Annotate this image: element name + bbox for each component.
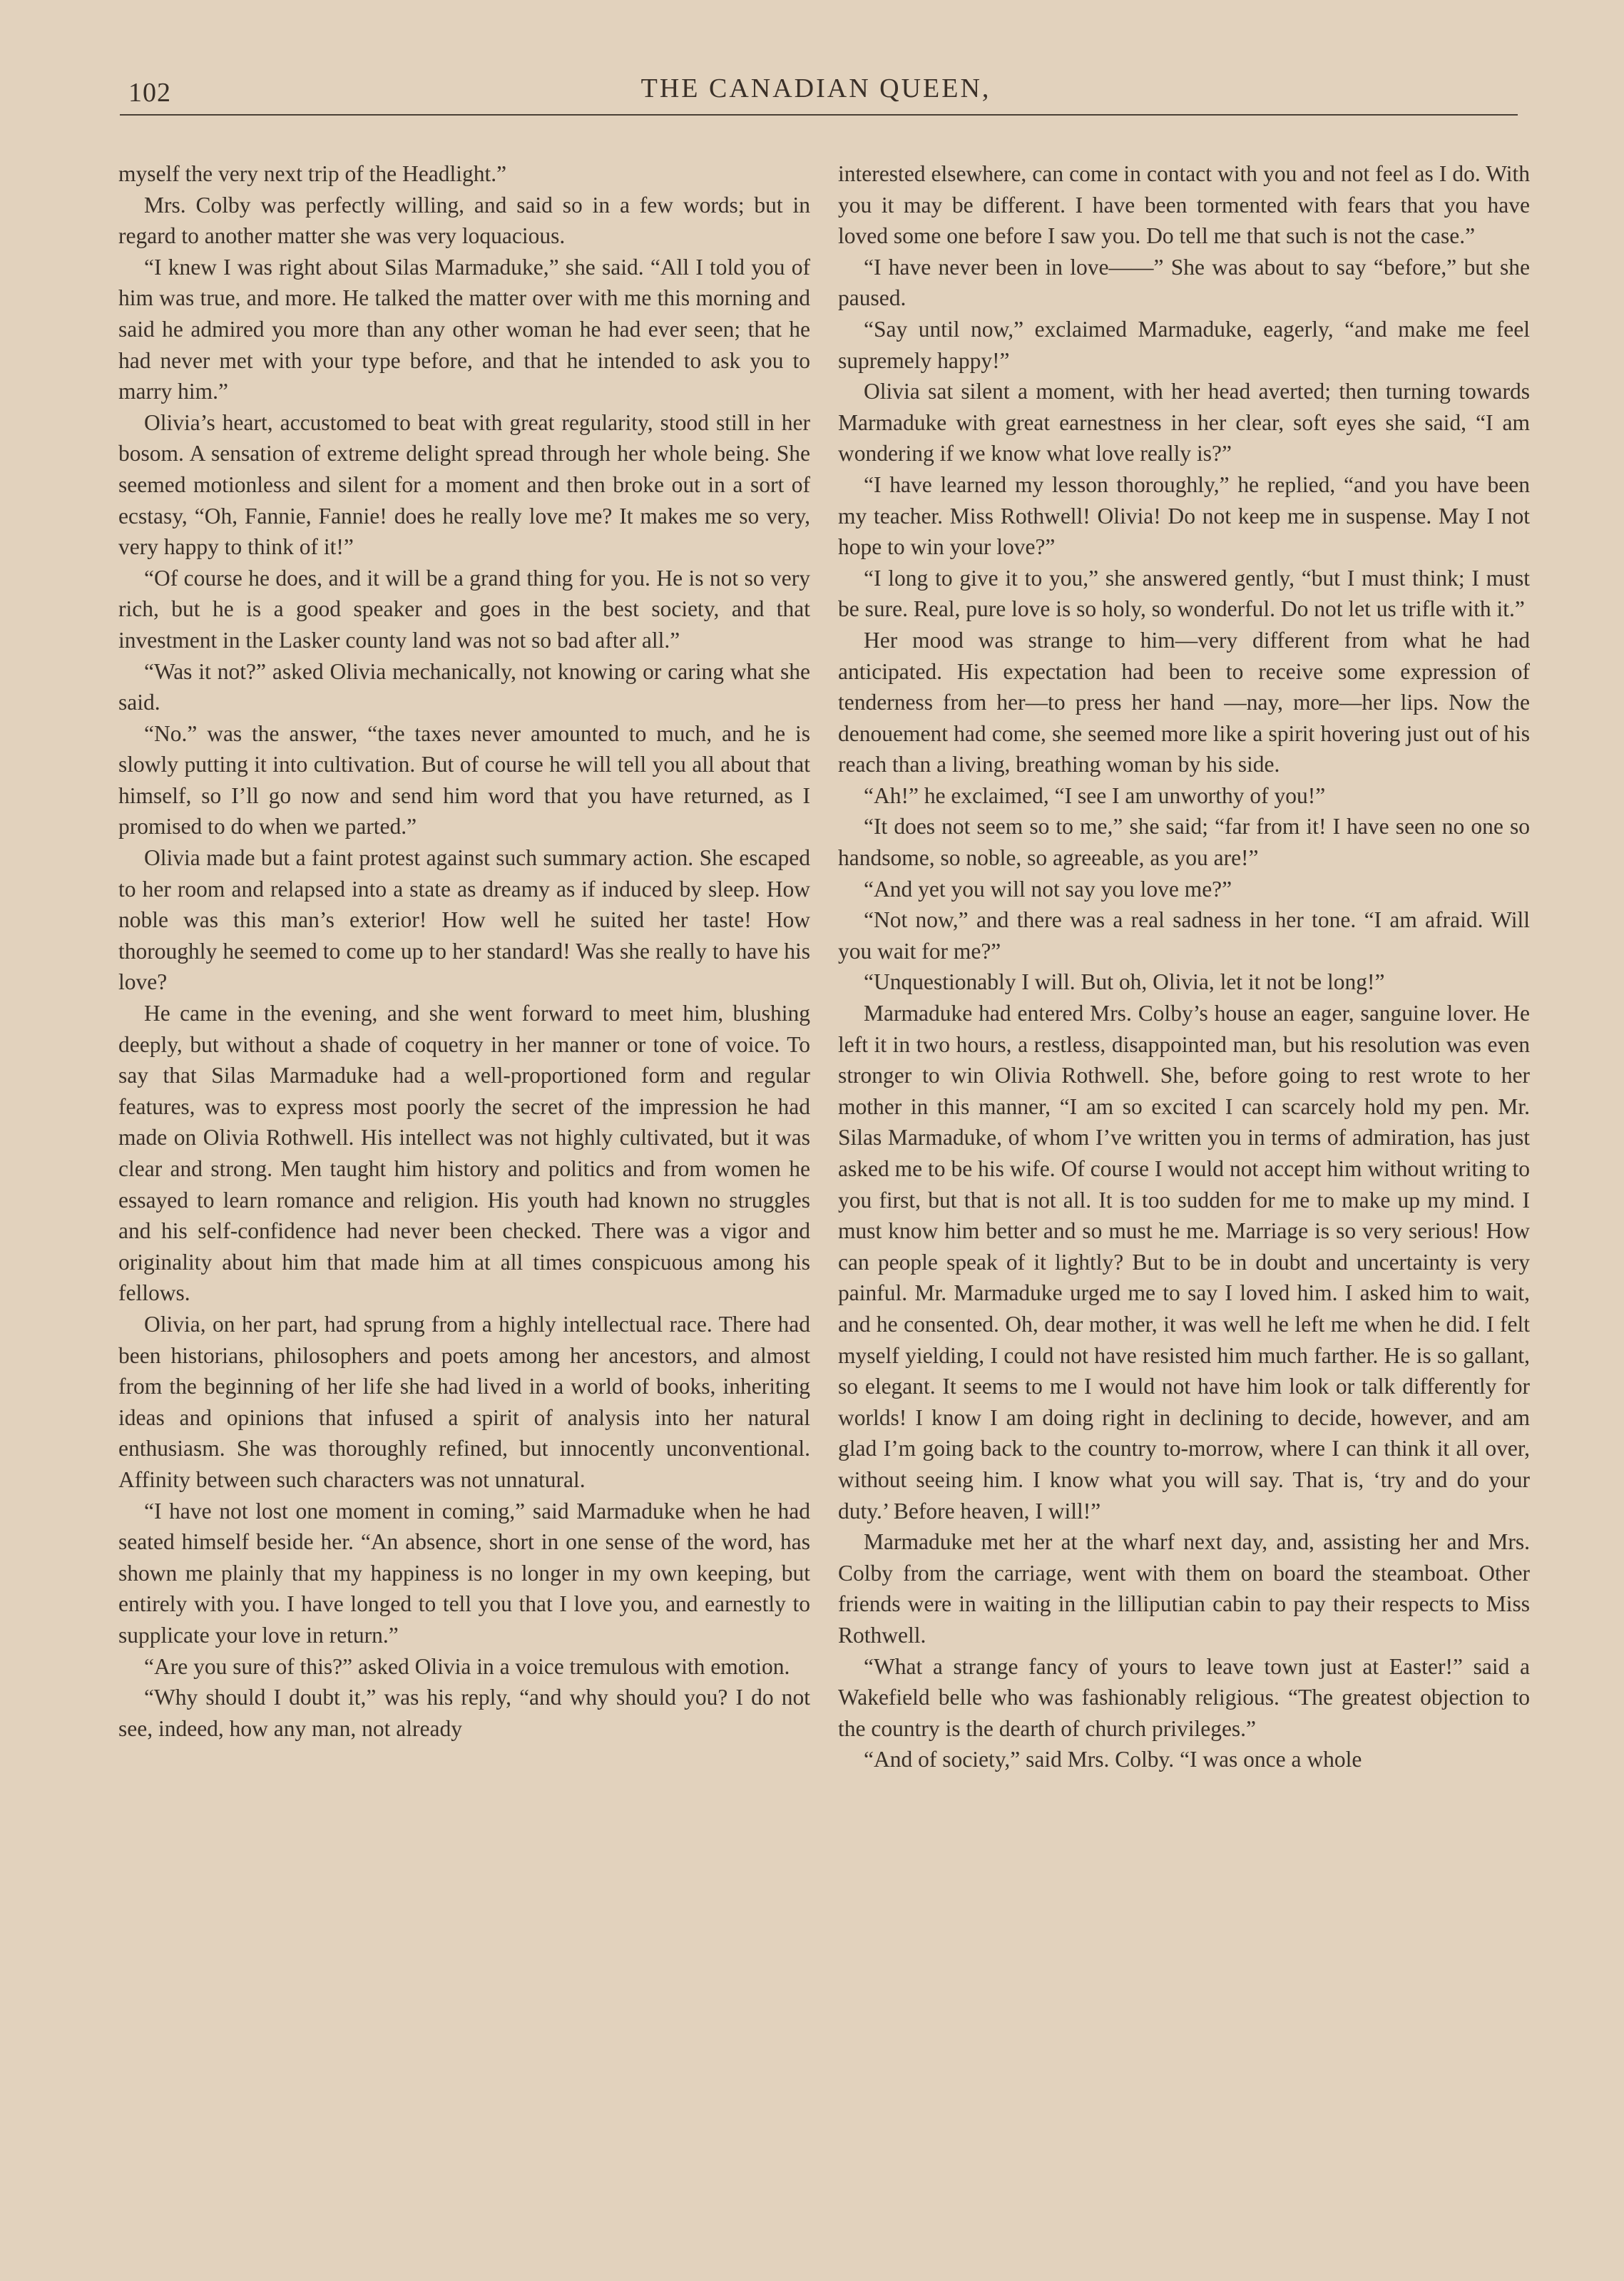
- paragraph: “I have never been in love——” She was about to say “before,” but she paused.: [838, 254, 1530, 311]
- paragraph: “I knew I was right about Silas Marmaduke,” she said. “All I told you of him was true, and more. He talked the matter over with me this morning and said he admired you more than any other woman he had ever seen; that he had never met with your type before, and that he intended to ask you to marry him.”: [118, 254, 810, 404]
- paragraph: “I long to give it to you,” she answered gently, “but I must think; I must be sure. Real, pure love is so holy, so wonderful. Do not let us trifle with it.”: [838, 565, 1530, 622]
- paragraph: myself the very next trip of the Headlight.”: [118, 161, 507, 186]
- paragraph: interested elsewhere, can come in contact with you and not feel as I do. With you it may be different. I have been tormented with fears that you have loved some one before I saw you. Do tell me that such is not the case.”: [838, 161, 1530, 249]
- running-head: THE CANADIAN QUEEN,: [640, 73, 991, 103]
- paragraph: Marmaduke met her at the wharf next day, and, assisting her and Mrs. Colby from the carriage, went with them on board the steamboat. Other friends were in waiting in the lilliputian cabin to pay their respects to Miss Rothwell.: [838, 1529, 1530, 1648]
- paragraph: “Say until now,” exclaimed Marmaduke, eagerly, “and make me feel supremely happy!”: [838, 316, 1530, 373]
- header-rule: [120, 114, 1518, 116]
- paragraph: Her mood was strange to him—very different from what he had anticipated. His expectation had been to receive some expression of tenderness from her—to press her hand —nay, more—her lips. Now the denouement had come, she seemed more like a spirit hovering just out of his reach than a living, breathing woman by his side.: [838, 627, 1530, 777]
- paragraph: Olivia’s heart, accustomed to beat with great regularity, stood still in her bosom. A sensation of extreme delight spread through her whole being. She seemed motionless and silent for a moment and then broke out in a sort of ecstasy, “Oh, Fannie, Fannie! does he really love me? It makes me so very, very happy to think of it!”: [118, 409, 810, 560]
- paragraph: “Ah!” he exclaimed, “I see I am unworthy of you!”: [864, 782, 1326, 808]
- paragraph: “It does not seem so to me,” she said; “far from it! I have seen no one so handsome, so noble, so agreeable, as you are!”: [838, 814, 1530, 871]
- paragraph: “What a strange fancy of yours to leave town just at Easter!” said a Wakefield belle who was fashionably religious. “The greatest objection to the country is the dearth of church privileges.”: [838, 1653, 1530, 1741]
- paragraph: Marmaduke had entered Mrs. Colby’s house an eager, sanguine lover. He left it in two hours, a restless, disappointed man, but his resolution was even stronger to win Olivia Rothwell. She, before going to rest wrote to her mother in this manner, “I am so excited I can scarcely hold my pen. Mr. Silas Marmaduke, of whom I’ve written you in terms of admiration, has just asked me to be his wife. Of course I would not accept him without writing to you first, but that is not all. It is too sudden for me to make up my mind. I must know him better and so must he me. Marriage is so very serious! How can people speak of it lightly? But to be in doubt and uncertainty is very painful. Mr. Marmaduke urged me to say I loved him. I asked him to wait, and he consented. Oh, dear mother, it was well he left me when he did. I felt myself yielding, I could not have resisted him much farther. He is so gallant, so elegant. It seems to me I would not have him look or talk differently for worlds! I know I am doing right in declining to decide, however, and am glad I’m going back to the country to-morrow, where I can think it all over, without seeing him. I know what you will say. That is, ‘try and do your duty.’ Before heaven, I will!”: [838, 1001, 1530, 1524]
- paragraph: “I have learned my lesson thoroughly,” he replied, “and you have been my teacher. Miss Rothwell! Olivia! Do not keep me in suspense. May I not hope to win your love?”: [838, 471, 1530, 560]
- paragraph: “I have not lost one moment in coming,” said Marmaduke when he had seated himself beside her. “An absence, short in one sense of the word, has shown me plainly that my happiness is no longer in my own keeping, but entirely with you. I have longed to tell you that I love you, and earnestly to supplicate your love in return.”: [118, 1498, 810, 1648]
- paragraph: Mrs. Colby was perfectly willing, and said so in a few words; but in regard to another matter she was very loquacious.: [118, 192, 810, 249]
- paragraph: “Was it not?” asked Olivia mechanically, not knowing or caring what she said.: [118, 658, 810, 715]
- page-header: [114, 70, 1518, 113]
- paragraph: “Of course he does, and it will be a grand thing for you. He is not so very rich, but he is a good speaker and goes in the best society, and that investment in the Lasker county land was not so bad after all.”: [118, 565, 810, 653]
- page-number: 102: [128, 78, 171, 108]
- paragraph: “And of society,” said Mrs. Colby. “I was once a whole: [864, 1747, 1362, 1772]
- left-column: [118, 158, 810, 1744]
- paragraph: Olivia sat silent a moment, with her head averted; then turning towards Marmaduke with great earnestness in her clear, soft eyes she said, “I am wondering if we know what love really is?”: [838, 379, 1530, 466]
- paragraph: He came in the evening, and she went forward to meet him, blushing deeply, but without a shade of coquetry in her manner or tone of voice. To say that Silas Marmaduke had a well-proportioned form and regular features, was to express most poorly the secret of the impression he had made on Olivia Rothwell. His intellect was not highly cultivated, but it was clear and strong. Men taught him history and politics and from women he essayed to learn romance and religion. His youth had known no struggles and his self-confidence had never been checked. There was a vigor and originality about him that made him at all times conspicuous among his fellows.: [118, 1001, 810, 1306]
- paragraph: “Not now,” and there was a real sadness in her tone. “I am afraid. Will you wait for me?”: [838, 907, 1530, 964]
- paragraph: “And yet you will not say you love me?”: [864, 876, 1232, 902]
- paragraph: Olivia, on her part, had sprung from a highly intellectual race. There had been historians, philosophers and poets among her ancestors, and almost from the beginning of her life she had lived in a world of books, inheriting ideas and opinions that infused a spirit of analysis into her natural enthusiasm. She was thoroughly refined, but innocently unconventional. Affinity between such characters was not unnatural.: [118, 1311, 810, 1492]
- paragraph: “Why should I doubt it,” was his reply, “and why should you? I do not see, indeed, how any man, not already: [118, 1685, 810, 1741]
- paragraph: “Unquestionably I will. But oh, Olivia, let it not be long!”: [864, 969, 1385, 995]
- paragraph: “Are you sure of this?” asked Olivia in a voice tremulous with emotion.: [144, 1653, 790, 1679]
- right-column: [838, 158, 1530, 1775]
- paragraph: “No.” was the answer, “the taxes never amounted to much, and he is slowly putting it into cultivation. But of course he will tell you all about that himself, so I’ll go now and send him word that you have returned, as I promised to do when we parted.”: [118, 720, 810, 840]
- paragraph: Olivia made but a faint protest against such summary action. She escaped to her room and relapsed into a state as dreamy as if induced by sleep. How noble was this man’s exterior! How well he suited her taste! How thoroughly he seemed to come up to her standard! Was she really to have his love?: [118, 845, 810, 995]
